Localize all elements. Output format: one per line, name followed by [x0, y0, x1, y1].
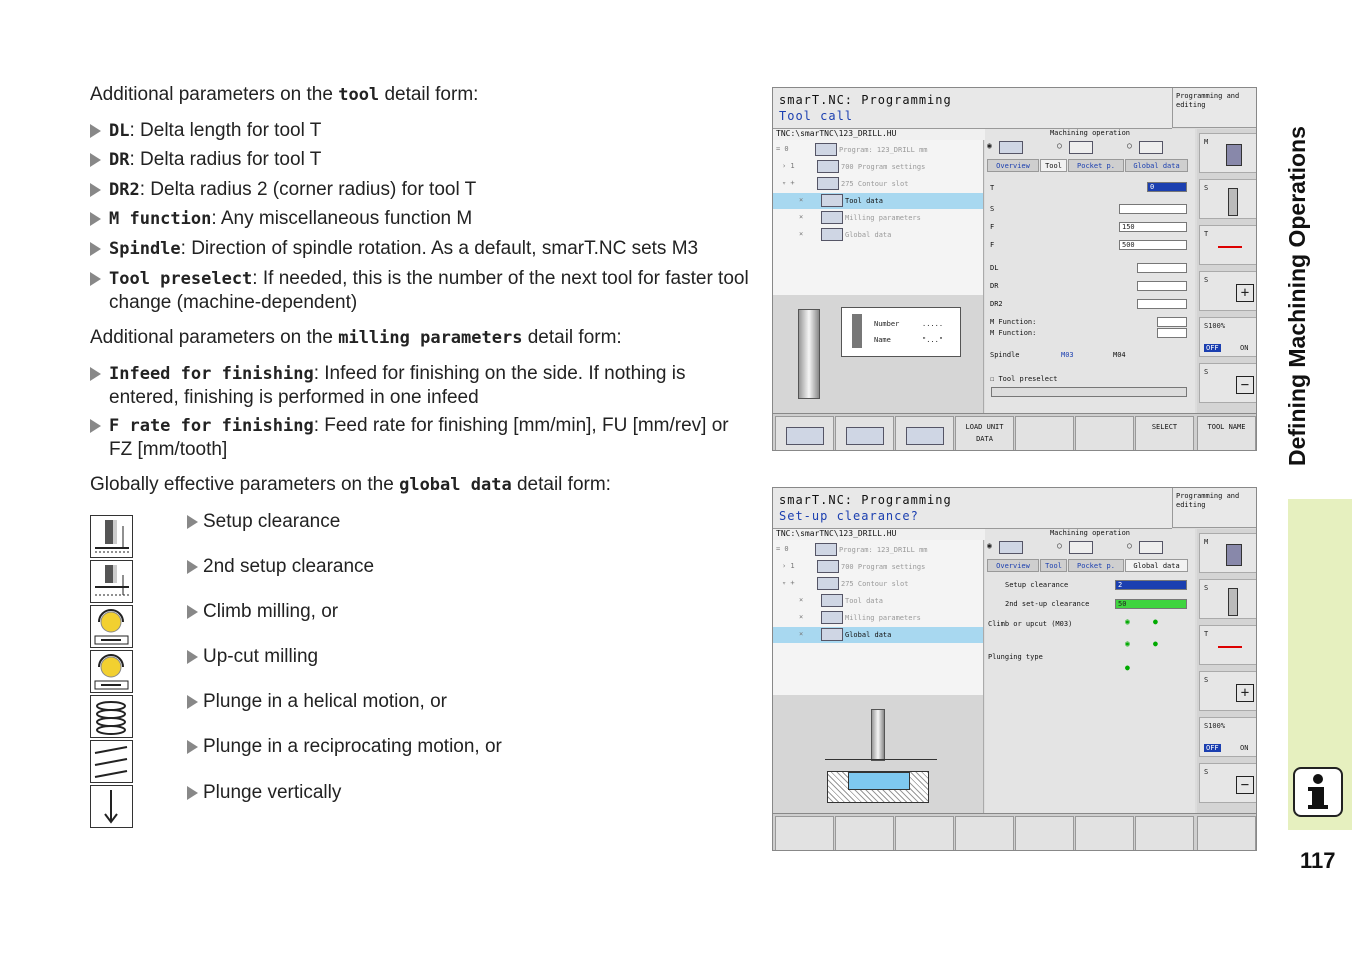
operation-options: [987, 141, 1192, 155]
softkey-h6[interactable]: [1075, 816, 1134, 851]
screen-tool-call: [772, 87, 1257, 451]
softkey-t[interactable]: T: [1199, 225, 1257, 265]
clearance-preview: [773, 695, 984, 813]
radio-option[interactable]: ○: [1127, 141, 1132, 150]
softkey-t[interactable]: T: [1199, 625, 1257, 665]
milling-form-intro: Additional parameters on the milling parameters detail form:: [90, 327, 622, 348]
tab-overview[interactable]: Overview: [987, 559, 1039, 572]
bullet-dr2: DR2: Delta radius 2 (corner radius) for tool T: [90, 178, 750, 202]
reciprocating-plunge-icon: [90, 740, 133, 783]
tree-row-selected[interactable]: × Global data: [773, 627, 983, 643]
dr2-input[interactable]: [1137, 299, 1187, 309]
info-icon: [1293, 767, 1343, 817]
tab-global-data[interactable]: Global data: [1125, 159, 1188, 172]
detail-form: [985, 529, 1195, 813]
tree-row[interactable]: = 0 Program: 123_DRILL mm: [776, 545, 928, 554]
tab-pocket[interactable]: Pocket p.: [1068, 159, 1124, 172]
setup-clearance-icon: [90, 515, 133, 558]
global-item-setup2: 2nd setup clearance: [187, 555, 374, 578]
screen-title: smarT.NC: Programming: [779, 93, 952, 107]
reciprocating-radio[interactable]: ●: [1153, 639, 1158, 648]
field-label-setup-clearance: Setup clearance: [1005, 581, 1069, 589]
field-label-s: S: [990, 205, 995, 213]
softkey-h3[interactable]: [895, 816, 954, 851]
radio-option[interactable]: ○: [1127, 541, 1132, 550]
s-input[interactable]: [1119, 204, 1187, 214]
dl-input[interactable]: [1137, 263, 1187, 273]
bullet-m-function: M function: Any miscellaneous function M: [90, 207, 750, 231]
softkey-s[interactable]: S: [1199, 579, 1257, 619]
radio-option[interactable]: ○: [1057, 141, 1062, 150]
horizontal-softkeys: [773, 413, 1257, 451]
second-setup-clearance-icon: [90, 560, 133, 603]
vertical-softkeys: [1197, 529, 1257, 813]
bullet-dr: DR: Delta radius for tool T: [90, 148, 750, 172]
tab-overview[interactable]: Overview: [987, 159, 1039, 172]
field-label-spindle: Spindle: [990, 351, 1020, 359]
page-number: 117: [1300, 848, 1336, 873]
form-tabs: [987, 159, 1192, 173]
horizontal-softkeys: [773, 813, 1257, 851]
tree-row[interactable]: × Global data: [799, 230, 892, 239]
tree-row[interactable]: × Milling parameters: [799, 213, 921, 222]
field-label-f: F: [990, 223, 995, 231]
vertical-softkeys: [1197, 129, 1257, 413]
tree-row[interactable]: › 1 700 Program settings: [782, 162, 926, 171]
bullet-feed-finishing: F rate for finishing: Feed rate for finishing [mm/min], FU [mm/rev] or FZ [mm/tooth]: [90, 414, 750, 461]
load-unit-data-button[interactable]: LOAD UNIT DATA: [955, 416, 1014, 451]
tab-global-data[interactable]: Global data: [1125, 559, 1188, 572]
global-item-vertical: Plunge vertically: [187, 781, 341, 804]
tool-preselect-checkbox[interactable]: ☐ Tool preselect: [990, 375, 1058, 383]
screen-title: smarT.NC: Programming: [779, 493, 952, 507]
operation-bar: Machining operation: [1049, 529, 1131, 537]
t-input[interactable]: 0: [1147, 182, 1187, 192]
tool-graphic: [798, 309, 820, 399]
setup-clearance-input[interactable]: 2: [1115, 580, 1187, 590]
radio-option[interactable]: ○: [1057, 541, 1062, 550]
operation-options: [987, 541, 1192, 555]
field-label-2nd-setup: 2nd set-up clearance: [1005, 600, 1090, 608]
softkey-s-minus[interactable]: S −: [1199, 363, 1257, 403]
screen-setup-clearance: [772, 487, 1257, 851]
softkey-s100[interactable]: S100% OFF ON: [1199, 717, 1257, 757]
screen-header: [773, 488, 1172, 529]
field-label-dr2: DR2: [990, 300, 1003, 308]
global-item-setup: Setup clearance: [187, 510, 340, 533]
file-path: TNC:\smarTNC\123_DRILL.HU: [773, 129, 986, 140]
tab-tool[interactable]: Tool: [1040, 559, 1067, 572]
program-tree: [773, 140, 984, 295]
m2-input[interactable]: [1157, 328, 1187, 338]
operation-bar: Machining operation: [1049, 129, 1131, 137]
program-tree: [773, 540, 984, 695]
field-label-m2: M Function:: [990, 329, 1037, 337]
global-item-reciprocating: Plunge in a reciprocating motion, or: [187, 735, 502, 758]
radio-option[interactable]: ◉: [987, 141, 992, 150]
file-path: TNC:\smarTNC\123_DRILL.HU: [773, 529, 986, 540]
softkey-m[interactable]: M: [1199, 533, 1257, 573]
tree-row[interactable]: = 0 Program: 123_DRILL mm: [776, 145, 928, 154]
bullet-infeed-finishing: Infeed for finishing: Infeed for finishing on the side. If nothing is entered, finishing is performed in one infeed: [90, 362, 750, 409]
f-input[interactable]: 150: [1119, 222, 1187, 232]
spindle-m03-option[interactable]: M03: [1061, 351, 1074, 359]
second-setup-input[interactable]: 50: [1115, 599, 1187, 609]
workpiece-graphic: [827, 771, 929, 803]
screen-subtitle: Tool call: [779, 109, 854, 123]
softkey-h7[interactable]: [1135, 816, 1194, 851]
spindle-m04-option[interactable]: M04: [1113, 351, 1126, 359]
field-label-t: T: [990, 184, 995, 192]
vertical-radio[interactable]: ●: [1125, 663, 1130, 672]
tab-tool[interactable]: Tool: [1040, 159, 1067, 172]
screen-header: [773, 88, 1172, 129]
softkey-h2[interactable]: [835, 416, 894, 451]
dr-input[interactable]: [1137, 281, 1187, 291]
detail-form: [985, 129, 1195, 413]
bullet-dl: DL: Delta length for tool T: [90, 119, 750, 143]
global-item-upcut: Up-cut milling: [187, 645, 318, 668]
helical-radio[interactable]: ◉: [1125, 639, 1130, 648]
field-label-plunging-type: Plunging type: [988, 653, 1043, 661]
softkey-h5[interactable]: [1015, 816, 1074, 851]
section-title: Defining Machining Operations: [1284, 126, 1310, 466]
softkey-h1[interactable]: [775, 816, 834, 851]
field-label-climb-upcut: Climb or upcut (M03): [988, 620, 1073, 628]
mode-label: Programming and editing: [1172, 88, 1257, 128]
upcut-radio[interactable]: ●: [1153, 617, 1158, 626]
softkey-s-plus[interactable]: S +: [1199, 271, 1257, 311]
screen-subtitle: Set-up clearance?: [779, 509, 919, 523]
tool-form-intro: Additional parameters on the tool detail form:: [90, 84, 479, 105]
tree-row[interactable]: × Milling parameters: [799, 613, 921, 622]
tool-name-button[interactable]: TOOL NAME: [1197, 416, 1256, 451]
mode-label: Programming and editing: [1172, 488, 1257, 528]
bullet-tool-preselect: Tool preselect: If needed, this is the number of the next tool for faster tool change (machine-dependent): [90, 267, 750, 314]
field-label-f2: F: [990, 241, 995, 249]
tool-graphic: [871, 709, 885, 761]
tool-preview: [773, 295, 984, 413]
climb-milling-icon: [90, 605, 133, 648]
softkey-h8[interactable]: [1197, 816, 1256, 851]
softkey-h1[interactable]: [775, 416, 834, 451]
m1-input[interactable]: [1157, 317, 1187, 327]
tree-row-selected[interactable]: × Tool data: [773, 193, 983, 209]
select-button[interactable]: SELECT: [1135, 416, 1194, 451]
field-label-dr: DR: [990, 282, 999, 290]
global-item-helical: Plunge in a helical motion, or: [187, 690, 447, 713]
softkey-s-plus[interactable]: S +: [1199, 671, 1257, 711]
tree-row[interactable]: × Tool data: [799, 596, 883, 605]
softkey-h3[interactable]: [895, 416, 954, 451]
tree-row[interactable]: ▿ + 275 Contour slot: [782, 579, 909, 588]
tool-preselect-input[interactable]: [991, 387, 1187, 397]
tree-row[interactable]: › 1 700 Program settings: [782, 562, 926, 571]
up-cut-milling-icon: [90, 650, 133, 693]
field-label-m1: M Function:: [990, 318, 1037, 326]
tab-pocket[interactable]: Pocket p.: [1068, 559, 1124, 572]
climb-radio[interactable]: ◉: [1125, 617, 1130, 626]
global-form-intro: Globally effective parameters on the global data detail form:: [90, 474, 611, 495]
f2-input[interactable]: 500: [1119, 240, 1187, 250]
softkey-h4[interactable]: [955, 816, 1014, 851]
field-label-dl: DL: [990, 264, 999, 272]
global-item-climb: Climb milling, or: [187, 600, 338, 623]
vertical-plunge-icon: [90, 785, 133, 828]
softkey-h5[interactable]: [1015, 416, 1074, 451]
softkey-s[interactable]: S: [1199, 179, 1257, 219]
tree-row[interactable]: ▿ + 275 Contour slot: [782, 179, 909, 188]
softkey-m[interactable]: M: [1199, 133, 1257, 173]
bullet-spindle: Spindle: Direction of spindle rotation. As a default, smarT.NC sets M3: [90, 237, 750, 261]
softkey-h2[interactable]: [835, 816, 894, 851]
softkey-s100[interactable]: S100% OFF ON: [1199, 317, 1257, 357]
tool-info-box: Number ..... Name "...": [841, 307, 961, 357]
softkey-s-minus[interactable]: S −: [1199, 763, 1257, 803]
softkey-h6[interactable]: [1075, 416, 1134, 451]
radio-option[interactable]: ◉: [987, 541, 992, 550]
form-tabs: [987, 559, 1192, 573]
helical-plunge-icon: [90, 695, 133, 738]
